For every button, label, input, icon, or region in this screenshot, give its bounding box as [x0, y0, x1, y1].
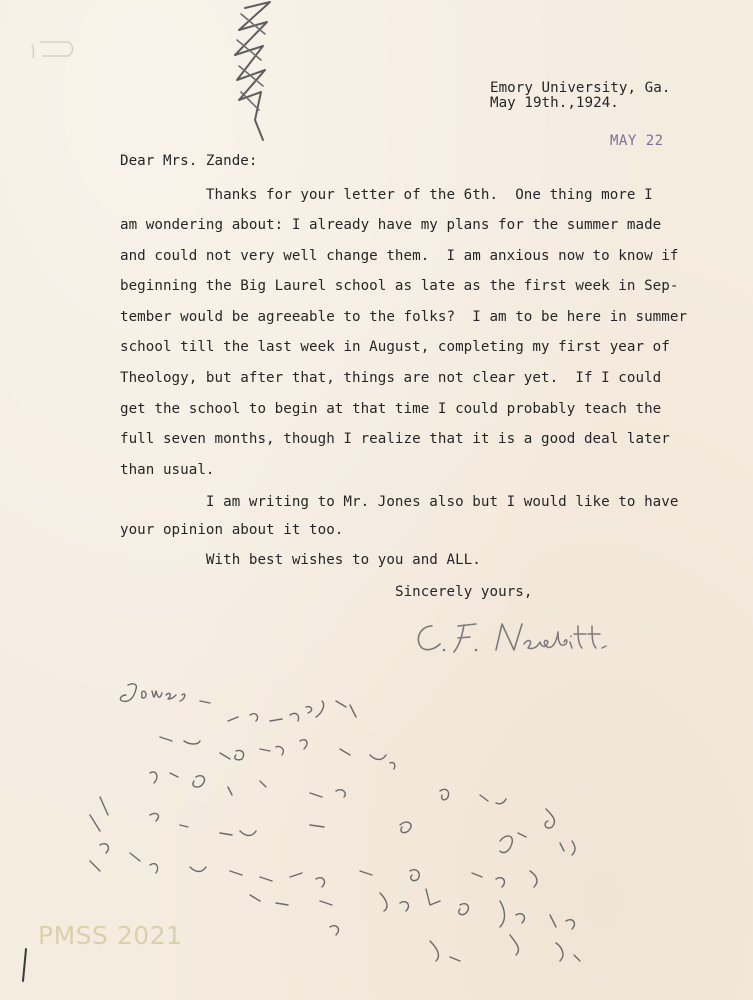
body-line: am wondering about: I already have my plans for the summer made: [120, 217, 662, 233]
body-line: full seven months, though I realize that it is a good deal later: [120, 431, 670, 447]
body-line: school till the last week in August, completing my first year of: [120, 339, 670, 355]
watermark: PMSS 2021: [38, 921, 183, 950]
salutation: Dear Mrs. Zande:: [120, 153, 258, 169]
body-line: your opinion about it too.: [120, 522, 344, 538]
sender-address-line1: Emory University, Ga.: [490, 80, 671, 96]
body-line: beginning the Big Laurel school as late as the first week in Sep-: [120, 278, 679, 294]
sender-date: May 19th.,1924.: [490, 95, 619, 111]
signature: [410, 612, 620, 662]
body-line: tember would be agreeable to the folks? I am to be here in summer: [120, 309, 688, 325]
closing: Sincerely yours,: [395, 584, 533, 600]
edge-mark: [20, 945, 30, 985]
body-line: and could not very well change them. I am anxious now to know if: [120, 248, 679, 264]
body-line: I am writing to Mr. Jones also but I would like to have: [120, 494, 679, 510]
body-line: get the school to begin at that time I could probably teach the: [120, 401, 662, 417]
body-line: than usual.: [120, 462, 215, 478]
body-line: With best wishes to you and ALL.: [120, 552, 481, 568]
pencil-scribble: [225, 0, 285, 150]
pencil-mark: [28, 36, 78, 60]
body-line: Thanks for your letter of the 6th. One thing more I: [120, 187, 653, 203]
received-date-stamp: MAY 22: [610, 133, 664, 149]
body-line: Theology, but after that, things are not clear yet. If I could: [120, 370, 662, 386]
